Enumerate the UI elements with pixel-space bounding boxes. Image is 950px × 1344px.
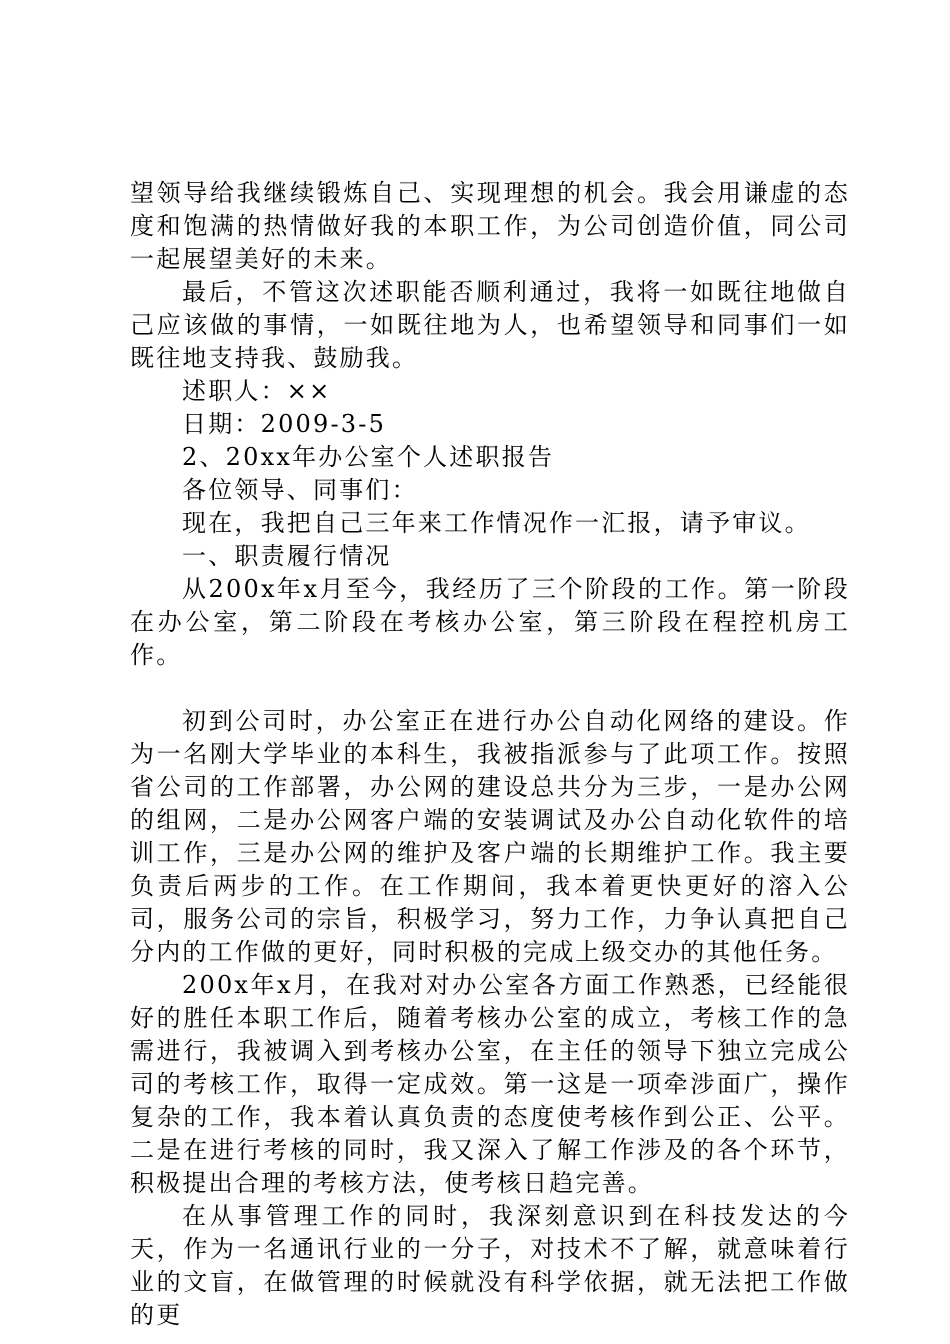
section-heading: 一、职责履行情况 (182, 542, 392, 570)
paragraph: 现在，我把自己三年来工作情况作一汇报，请予审议。 (182, 509, 811, 537)
paragraph: 在从事管理工作的同时，我深刻意识到在科技发达的今天，作为一名通讯行业的一分子，对技术不了解，就意味着行业的文盲，在做管理的时候就没有科学依据，就无法把工作做的更 (130, 1202, 850, 1329)
paragraph: 从200x年x月至今，我经历了三个阶段的工作。第一阶段在办公室，第二阶段在考核办公室，第三阶段在程控机房工作。 (130, 575, 850, 669)
date-line: 日期：2009-3-5 (182, 410, 387, 438)
salutation: 各位领导、同事们： (182, 476, 418, 504)
document-body (130, 177, 850, 1332)
section-title: 2、20xx年办公室个人述职报告 (182, 443, 555, 471)
paragraph: 望领导给我继续锻炼自己、实现理想的机会。我会用谦虚的态度和饱满的热情做好我的本职工作，为公司创造价值，同公司一起展望美好的未来。 (130, 179, 850, 273)
signature-line: 述职人：×× (182, 377, 332, 405)
paragraph: 最后，不管这次述职能否顺利通过，我将一如既往地做自己应该做的事情，一如既往地为人，也希望领导和同事们一如既往地支持我、鼓励我。 (130, 278, 850, 372)
paragraph: 200x年x月，在我对对办公室各方面工作熟悉，已经能很好的胜任本职工作后，随着考核办公室的成立，考核工作的急需进行，我被调入到考核办公室，在主任的领导下独立完成公司的考核工作，取得一定成效。第一这是一项牵涉面广，操作复杂的工作，我本着认真负责的态度使考核作到公正、公平。二是在进行考核的同时，我又深入了解工作涉及的各个环节，积极提出合理的考核方法，使考核日趋完善。 (130, 971, 850, 1197)
paragraph: 初到公司时，办公室正在进行办公自动化网络的建设。作为一名刚大学毕业的本科生，我被指派参与了此项工作。按照省公司的工作部署，办公网的建设总共分为三步，一是办公网的组网，二是办公网客户端的安装调试及办公自动化软件的培训工作，三是办公网的维护及客户端的长期维护工作。我主要负责后两步的工作。在工作期间，我本着更快更好的溶入公司，服务公司的宗旨，积极学习，努力工作，力争认真把自己分内的工作做的更好，同时积极的完成上级交办的其他任务。 (130, 707, 850, 966)
paragraph-gap (130, 672, 850, 705)
